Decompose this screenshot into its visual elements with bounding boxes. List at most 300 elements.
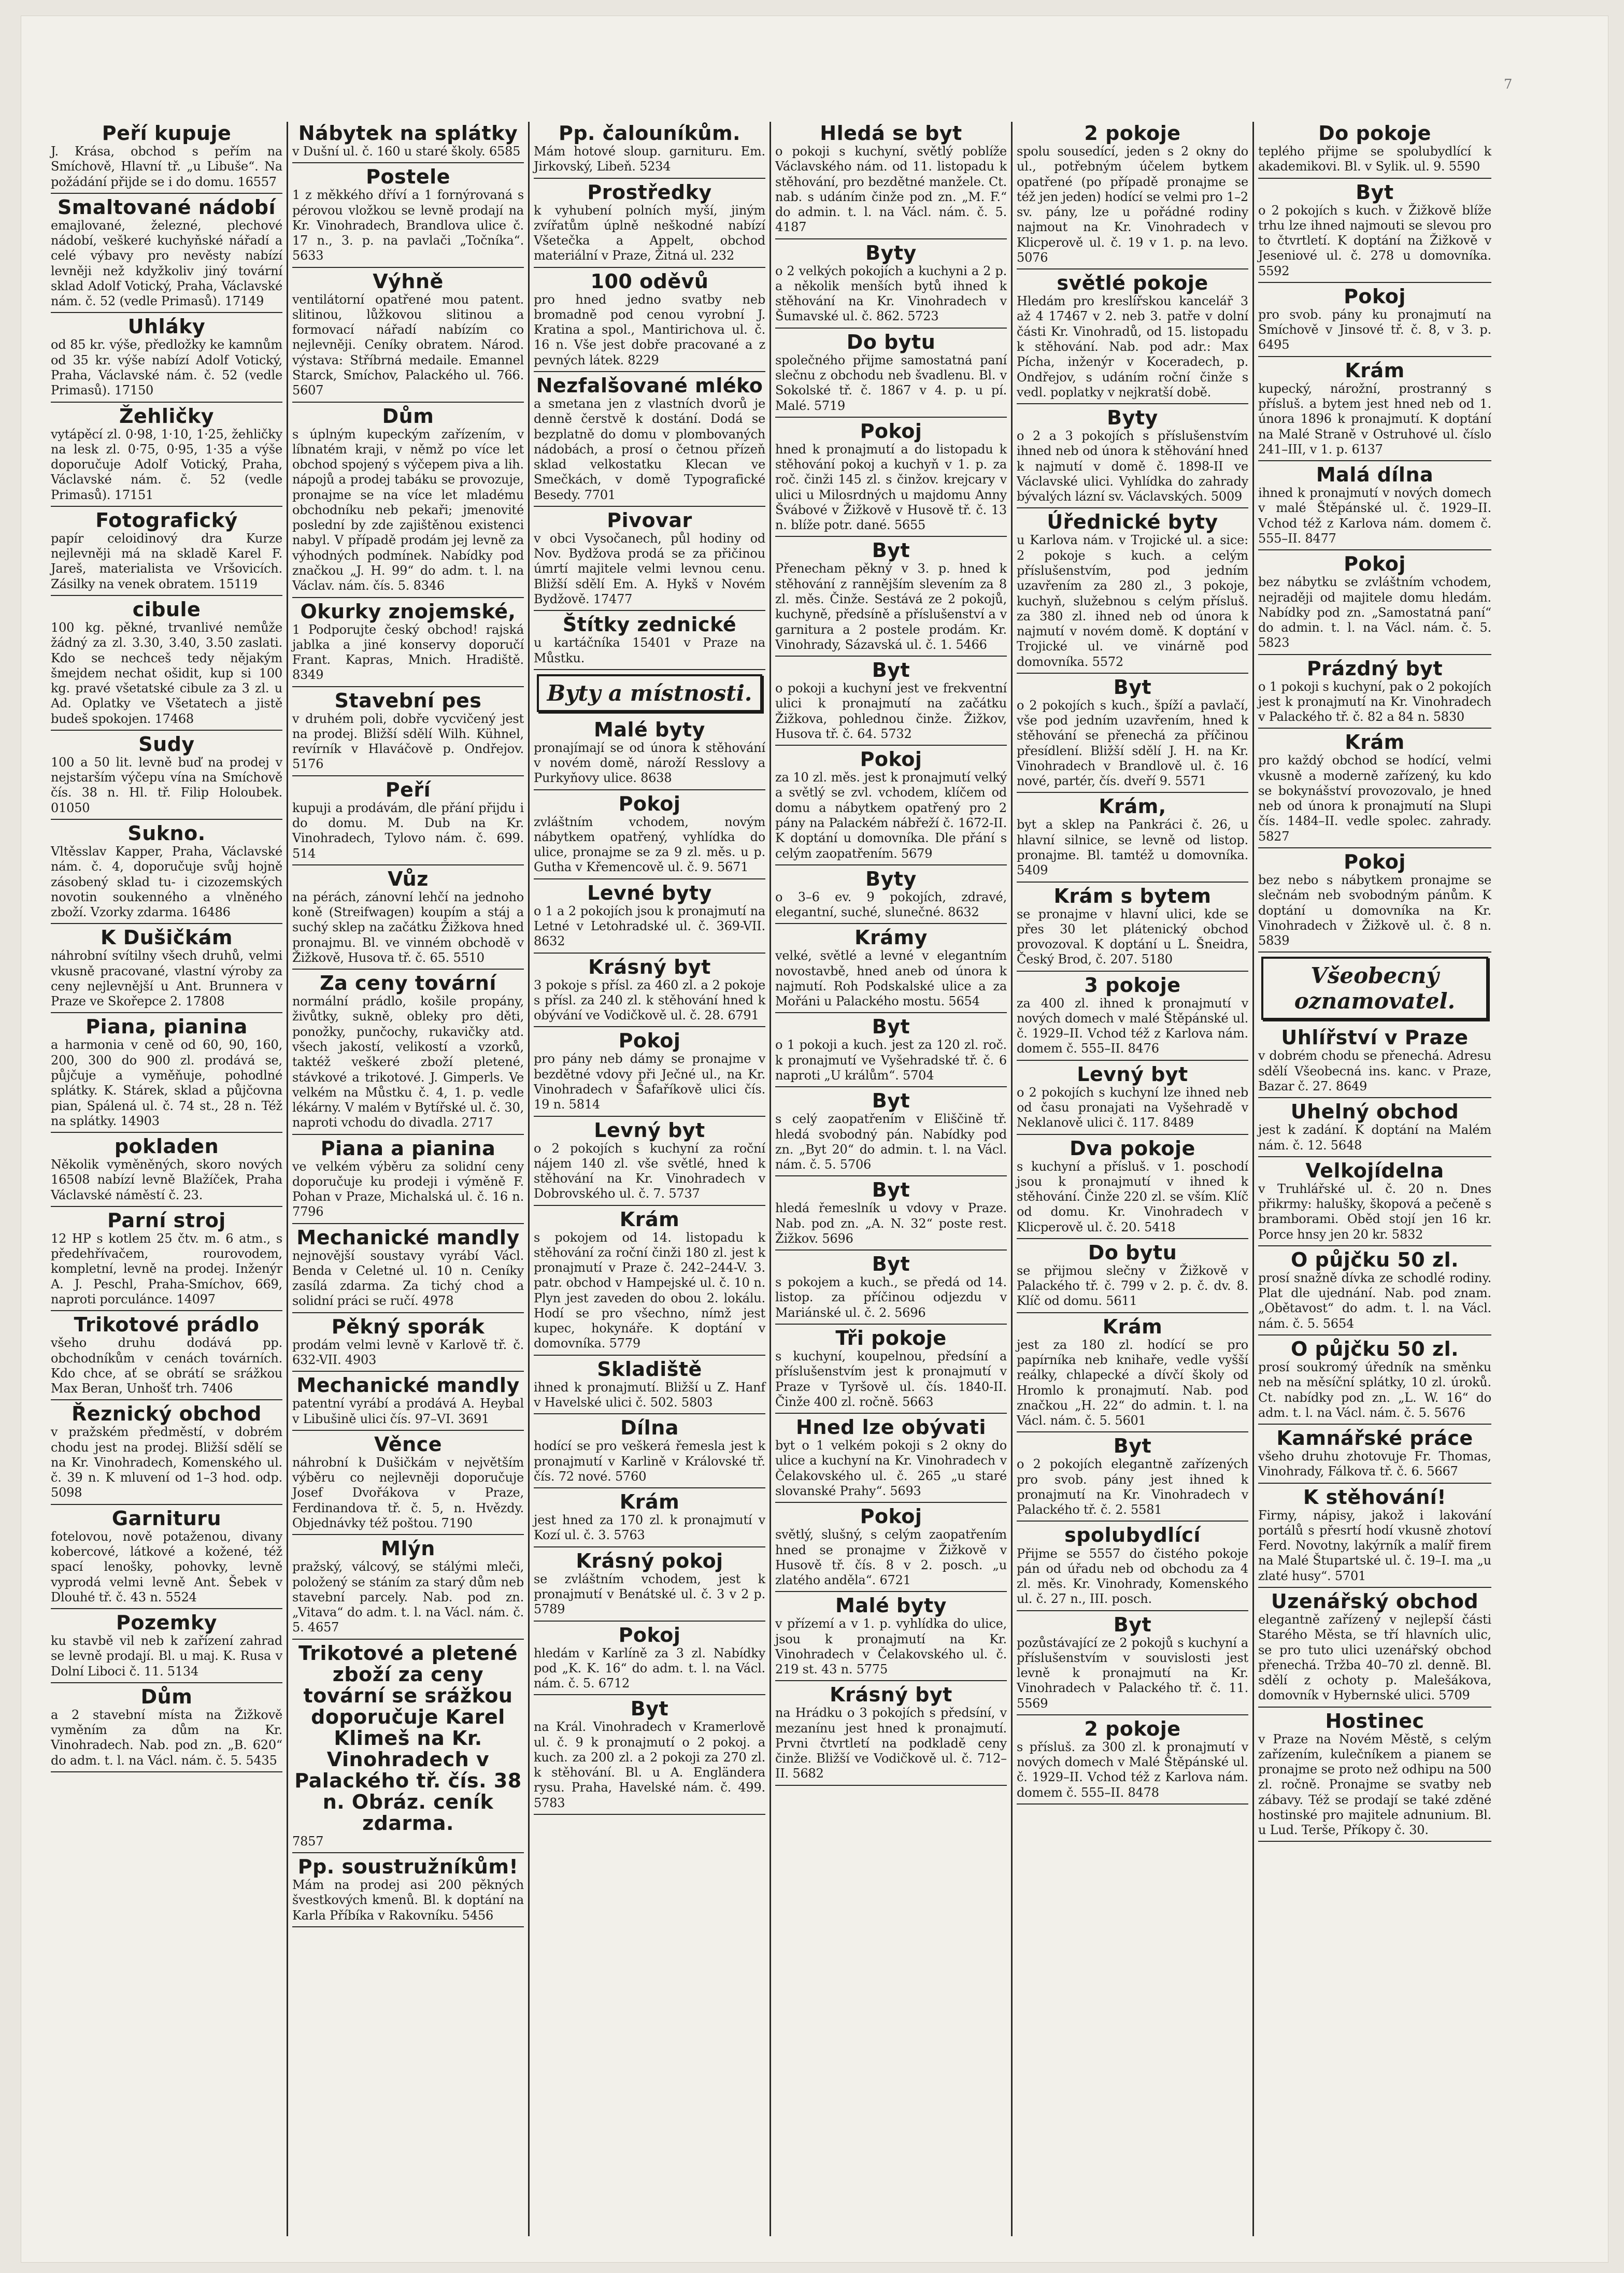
- ad-text: vytápěcí zl. 0·98, 1·10, 1·25, žehličky na lesk zl. 0·75, 0·95, 1·35 a výše doporučuje Adolf Votický, Praha, Václavské nám. č. 52 (vedle Primasů). 17151: [51, 427, 282, 502]
- classified-ad: [1017, 795, 1248, 882]
- classified-ad: [1017, 406, 1248, 508]
- classified-ad: [775, 1089, 1007, 1176]
- ad-text: Vltěsslav Kapper, Praha, Václavské nám. č. 4, doporučuje svůj hojně zásobený sklad tu- i cizozemských novotin soukenného a vlněného zboží. Vzorky zdarma. 16486: [51, 844, 282, 920]
- section-heading: Byty a místnosti.: [537, 674, 762, 712]
- ad-text: o 2 pokojích s kuch. v Žižkově blíže trhu lze ihned najmouti se slevou pro to čtvrtletí. K doptání na Žižkově v Jeseniové ul. č. 278 u domovníka. 5592: [1258, 203, 1491, 278]
- classified-ad: [1017, 1241, 1248, 1313]
- ad-text: ku stavbě vil neb k zařízení zahrad se levně prodají. Bl. u maj. K. Rusa v Dolní Liboci č. 11. 5134: [51, 1633, 282, 1679]
- page-number: 7: [1504, 77, 1513, 92]
- ad-text: ventilátorní opatřené mou patent. slitinou, lůžkovou slitinou a formovací nářadí nabízím co nejlevněji. Ceníky obratem. Národ. výstava: Stříbrná medaile. Emannel Starck, Smíchov, Palackého ul. 766. 5607: [292, 292, 524, 398]
- ad-text: 3 pokoje s přísl. za 460 zl. a 2 pokoje s přísl. za 240 zl. k stěhování hned k obývání ve Vodičkově ul. č. 28. 6791: [534, 977, 765, 1023]
- ad-text: od 85 kr. výše, předložky ke kamnům od 35 kr. výše nabízí Adolf Votický, Praha, Václavské nám. č. 52 (vedle Primasů). 17150: [51, 337, 282, 398]
- ad-text: o 2 a 3 pokojích s příslušenstvím ihned neb od února k stěhování hned k najmutí v domě č. 1898-II ve Václavské ulici. Vyhlídka do zahrady bývalých lázní sv. Václavských. 5009: [1017, 429, 1248, 504]
- classified-ad: [534, 1624, 765, 1696]
- classified-ad: [292, 1374, 524, 1431]
- ad-text: bez nábytku se zvláštním vchodem, nejraději od majitele domu hledám. Nabídky pod zn. „Samostatná paní“ do admin. t. l. na Václ. nám. č. 5. 5823: [1258, 575, 1491, 650]
- ad-heading: Kamnářské práce: [1276, 1427, 1473, 1450]
- ad-heading: Pokoj: [618, 1623, 681, 1646]
- ad-text: o 2 pokojích s kuchyní za roční nájem 140 zl. vše světlé, hned k stěhování na Kr. Vinohradech v Dobrovského ul. č. 7. 5737: [534, 1141, 765, 1201]
- ad-text: všeho druhu zhotovuje Fr. Thomas, Vinohrady, Fálkova tř. č. 6. 5667: [1258, 1449, 1491, 1479]
- ad-text: 7857: [292, 1834, 324, 1849]
- classified-ad: [775, 659, 1007, 746]
- ad-heading: Krásný byt: [830, 1683, 952, 1707]
- ad-text: pro svob. pány ku pronajmutí na Smíchově v Jinsové tř. č. 8, v 3. p. 6495: [1258, 307, 1491, 352]
- ad-text: 100 a 50 lit. levně buď na prodej v nejstarším výčepu vína na Smíchově čís. 38 n. Hl. tř. Filip Holoubek. 01050: [51, 755, 282, 815]
- ad-heading: Byt: [630, 1697, 669, 1721]
- classified-ad: [292, 122, 524, 163]
- classified-ad: [1258, 1338, 1491, 1425]
- ad-heading: Tři pokoje: [835, 1327, 947, 1350]
- ad-heading: Pokoj: [618, 792, 681, 815]
- ad-text: o 2 pokojích s kuchyní lze ihned neb od času pronajati na Vyšehradě v Neklanově ulici č. 117. 8489: [1017, 1085, 1248, 1130]
- ad-heading: Krám: [1345, 731, 1405, 754]
- classified-ad: [51, 1135, 282, 1207]
- ad-text: v pražském předměstí, v dobrém chodu jest na prodej. Bližší sdělí se na Kr. Vinohradech, Komenského ul. č. 39 n. K mluvení od 1–3 hod. odp. 5098: [51, 1425, 282, 1500]
- ad-text: v Praze na Novém Městě, s celým zařízením, kulečníkem a pianem se pronajme se proto než odhipu na 500 zl. ročně. Pronajme se svatby neb zábavy. Též se prodají se také zděné hostinské pro majitele adnunium. Bl. u Lud. Terše, Příkopy č. 30.: [1258, 1731, 1491, 1838]
- ad-text: kupuji a prodávám, dle přání přijdu i do domu. M. Dub na Kr. Vinohradech, Tylovo nám. č. 699. 514: [292, 800, 524, 861]
- ad-heading: cibule: [132, 598, 201, 621]
- ad-text: patentní vyrábí a prodává A. Heybal v Libušině ulici čís. 97–VI. 3691: [292, 1396, 524, 1426]
- ad-heading: Skladiště: [597, 1357, 702, 1381]
- classified-ad: [1017, 974, 1248, 1061]
- classified-ad: [292, 1226, 524, 1313]
- ad-heading: Garnituru: [111, 1507, 222, 1530]
- classified-ad: [1258, 122, 1491, 179]
- ad-heading: Levný byt: [1077, 1062, 1188, 1086]
- classified-ad: [534, 792, 765, 879]
- ad-text: fotelovou, nově potaženou, divany kobercové, látkové a kožené, též spací lenošky, pohovky, levně vyprodá velmi levně Ant. Šebek v Dlouhé tř. č. 43 n. 5524: [51, 1529, 282, 1604]
- ad-text: o 2 pokojích elegantně zařízených pro svob. pány jest ihned k pronajmutí na Kr. Vinohradech v Palackého tř. č. 2. 5581: [1017, 1457, 1248, 1517]
- classified-ad: [534, 1358, 765, 1415]
- ad-heading: K stěhování!: [1303, 1485, 1447, 1509]
- classified-ad: [292, 972, 524, 1134]
- ad-heading: Pokoj: [1344, 850, 1406, 874]
- ad-heading: spolubydlící: [1064, 1524, 1201, 1547]
- classified-ad: [292, 165, 524, 267]
- column-4: [771, 122, 1013, 2236]
- ad-text: pro hned jedno svatby neb bromadně pod cenou vyrobní J. Kratina a spol., Mantirichova ul. č. 16 n. Vše jest dobře pracované a z pevných látek. 8229: [534, 292, 765, 367]
- ad-heading: Krám: [619, 1207, 680, 1231]
- classified-ad: [775, 420, 1007, 537]
- ad-text: s pokojem a kuch., se předá od 14. listop. za příčinou odjezdu v Mariánské ul. č. 2. 5696: [775, 1275, 1007, 1320]
- ad-heading: Byt: [872, 1015, 910, 1039]
- classified-ad: [775, 122, 1007, 239]
- ad-text: prosí soukromý úředník na směnku neb na měsíční splátky, 10 zl. úroků. Ct. nabídky pod zn. „L. W. 16“ do adm. t. l. na Václ. nám. č. 5. 5676: [1258, 1359, 1491, 1420]
- classified-ad: [775, 241, 1007, 329]
- ad-heading: Fotografický: [95, 508, 238, 532]
- ad-text: u kartáčníka 15401 v Praze na Můstku.: [534, 635, 765, 665]
- classified-ad: [292, 689, 524, 776]
- ad-heading: Piana a pianina: [320, 1136, 496, 1160]
- ad-text: společného přijme samostatná paní slečnu z obchodu neb švadlenu. Bl. v Sokolské tř. č. 1867 v 4. p. u pí. Malé. 5719: [775, 352, 1007, 413]
- ad-heading: O půjčku 50 zl.: [1290, 1337, 1459, 1360]
- classified-ad: [1258, 1159, 1491, 1246]
- classified-ad: [292, 405, 524, 598]
- ad-text: emajlované, železné, plechové nádobí, veškeré kuchyňské nářadí a celé výbavy pro nevěsty nabízí levněji než kdyžkoliv jiný tovární sklad Adolf Votický, Praha, Václavské nám. č. 52 (vedle Primasů). 17149: [51, 218, 282, 309]
- classified-ad: [51, 733, 282, 820]
- ad-text: pozůstávající ze 2 pokojů s kuchyní a příslušenstvím v souvislosti jest levně k pronajmutí na Kr. Vinohradech v Palackého tř. č. 11. 5569: [1017, 1635, 1248, 1711]
- classified-ad: [775, 748, 1007, 865]
- ad-heading: Sudy: [138, 732, 195, 756]
- ad-text: o 2 velkých pokojích a kuchyni a 2 p. a několik menších bytů ihned k stěhování na Kr. Vinohradech v Šumavské ul. č. 862. 5723: [775, 263, 1007, 324]
- classified-ad: [534, 1490, 765, 1547]
- ad-text: na Král. Vinohradech v Kramerlově ul. č. 9 k pronajmutí o 2 pokoj. a kuch. za 200 zl. a 2 pokoji za 270 zl. k stěhování. Bl. u A. Engländera rysu. Praha, Havelské nám. č. 499. 5783: [534, 1720, 765, 1810]
- ad-text: všeho druhu dodává pp. obchodníkům v cenách továrních. Kdo chce, ať se obrátí se srážkou Max Beran, Unhošť trh. 7406: [51, 1336, 282, 1396]
- ad-heading: Okurky znojemské,: [300, 600, 516, 623]
- ad-text: pražský, válcový, se stálými mleči, položený se stáním za starý dům neb stavební parcely. Nab. pod zn. „Vitava“ do adm. t. l. na Václ. nám. č. 5. 4657: [292, 1559, 524, 1635]
- ad-text: jest k zadání. K doptání na Malém nám. č. 12. 5648: [1258, 1123, 1491, 1153]
- ad-heading: Mlýn: [381, 1537, 435, 1560]
- ad-heading: Pozemky: [116, 1611, 217, 1635]
- classified-ad: [534, 1697, 765, 1815]
- ad-text: světlý, slušný, s celým zaopatřením hned se pronajme v Žižkově v Husově tř. čís. 8 v 2. posch. „u zlatého anděla“. 6721: [775, 1527, 1007, 1588]
- ad-heading: Stavební pes: [334, 689, 482, 712]
- classified-ad: [534, 718, 765, 790]
- classified-ad: [1258, 1427, 1491, 1484]
- ad-heading: Byty: [865, 867, 917, 890]
- classified-ad: [1017, 272, 1248, 404]
- ad-heading: Byt: [872, 1089, 910, 1113]
- ad-text: hned k pronajmutí a do listopadu k stěhování pokoj a kuchyň v 1. p. za roč. činži 145 zl. s činžov. krejcary v ulici u Milosrdných u majdomu Anny Švábové v Žižkově v Husově tř. č. 13 n. blíže potr. dané. 5655: [775, 442, 1007, 533]
- classified-ad: [534, 509, 765, 611]
- ad-heading: Byt: [872, 539, 910, 562]
- classified-ad: [51, 598, 282, 731]
- ad-text: s celý zaopatřením v Eliščině tř. hledá svobodný pán. Nabídky pod zn. „Byt 20“ do admin. t. l. na Václ. nám. č. 5. 5706: [775, 1112, 1007, 1172]
- ad-heading: Do bytu: [846, 330, 936, 353]
- ad-heading: Krámy: [854, 926, 928, 949]
- ad-heading: Krám: [1102, 1315, 1163, 1338]
- classified-ad: [1258, 181, 1491, 283]
- ad-text: 1 z měkkého dříví a 1 fornýrovaná s pérovou vložkou se levně prodají na Kr. Vinohradech, Brandlova ulice č. 17 n., 3. p. na pavlači „Točníka“. 5633: [292, 188, 524, 263]
- ad-heading: Byt: [872, 1178, 910, 1202]
- ad-text: velké, světlé a levné v elegantním novostavbě, hned aneb od února k najmutí. Roh Podskalské ulice a za Mořáni u Palackého mostu. 5654: [775, 948, 1007, 1009]
- ad-heading: Hledá se byt: [820, 122, 962, 145]
- ad-text: kupecký, nárožní, prostranný s přísluš. a bytem jest hned neb od 1. února 1896 k pronajmutí. K doptání na Malé Straně v Ostruhové ul. číslo 241–III, v 1. p. 6137: [1258, 381, 1491, 457]
- ad-heading: Postele: [366, 165, 450, 189]
- ad-text: prosí snažně dívka ze schodlé rodiny. Plat dle ujednání. Nab. pod znam. „Obětavost“ do adm. t. l. na Václ. nám. č. 5. 5654: [1258, 1270, 1491, 1331]
- ad-heading: Byt: [872, 1253, 910, 1276]
- ad-heading: 100 oděvů: [590, 269, 709, 293]
- classified-ad: [292, 1642, 524, 1854]
- ad-heading: Pp. čalouníkům.: [558, 122, 740, 145]
- classified-ad: [1017, 1717, 1248, 1805]
- ad-text: byt a sklep na Pankráci č. 26, u hlavní silnice, se levně od listop. pronajme. Bl. tamtéž u domovníka. 5409: [1017, 817, 1248, 878]
- ad-heading: Hned lze obývati: [796, 1416, 986, 1439]
- classified-ad: [534, 181, 765, 268]
- classified-ad: [51, 1209, 282, 1311]
- classified-ad: [51, 315, 282, 402]
- classified-ad: [1258, 1100, 1491, 1157]
- classified-ad: [1258, 1486, 1491, 1588]
- ad-heading: Pokoj: [860, 1505, 922, 1528]
- ad-heading: Mechanické mandly: [296, 1226, 520, 1249]
- ad-heading: Nezfalšované mléko: [536, 374, 763, 397]
- classified-ad: [1017, 1434, 1248, 1522]
- ad-text: o 1 a 2 pokojích jsou k pronajmutí na Letné v Letohradské ul. č. 369-VII. 8632: [534, 903, 765, 949]
- classified-ad: [292, 778, 524, 865]
- ad-heading: Uzenářský obchod: [1271, 1589, 1479, 1613]
- ad-heading: Krám,: [1099, 795, 1166, 818]
- ad-text: o pokoji s kuchyní, světlý poblíže Václavského nám. od 11. listopadu k stěhování, pro bezdětné manžele. Ct. nab. s udáním činže pod zn. „M. F.“ do admin. t. l. na Václ. nám. č. 5. 4187: [775, 144, 1007, 235]
- classified-ad: [775, 1683, 1007, 1785]
- ad-heading: Piana, pianina: [86, 1015, 248, 1039]
- ad-text: byt o 1 velkém pokoji s 2 okny do ulice a kuchyní na Kr. Vinohradech v Čelakovského ul. č. 265 „u staré slovanské Prahy“. 5693: [775, 1438, 1007, 1498]
- ad-heading: Pokoj: [1344, 285, 1406, 308]
- classified-ad: [534, 374, 765, 507]
- ad-heading: Levný byt: [594, 1118, 705, 1142]
- ad-text: za 400 zl. ihned k pronajmutí v nových domech v malé Štěpánské ul. č. 1929–II. Vchod též z Karlova nám. domem č. 555–II. 8476: [1017, 996, 1248, 1056]
- classified-ad: [775, 1505, 1007, 1592]
- classified-ad: [1258, 731, 1491, 848]
- ad-heading: Byty: [865, 241, 917, 264]
- classified-ad: [534, 956, 765, 1028]
- classified-ad: [1258, 1710, 1491, 1842]
- ad-text: hodící se pro veškerá řemesla jest k pronajmutí v Karlině v Královské tř. čís. 72 nové. 5760: [534, 1439, 765, 1484]
- ad-text: v obci Vysočanech, půl hodiny od Nov. Bydžova prodá se za přičinou úmrtí majitele velmi levnou cenu. Bližší sdělí Em. A. Hykš v Novém Bydžově. 17477: [534, 531, 765, 606]
- ad-text: o 3–6 ev. 9 pokojích, zdravé, elegantní, suché, slunečné. 8632: [775, 889, 1007, 920]
- ad-text: Hledám pro kreslířskou kancelář 3 až 4 17467 v 2. neb 3. patře v dolní části Kr. Vinohradů, od 15. listopadu k stěhování. Nab. pod adr.: Max Pícha, inženýr v Koceradech, p. Ondřejov, s udáním roční činže s vedl. poplatky v nejkratší době.: [1017, 294, 1248, 400]
- ad-text: na Hrádku o 3 pokojích s předsíní, v mezanínu jest hned k pronajmutí. Prvni čtvrtletí na podkladě ceny činže. Bližší ve Vodičkově ul. č. 712–II. 5682: [775, 1706, 1007, 1781]
- ad-text: Několik vyměněných, skoro nových 16508 nabízí levně Blažíček, Praha Václavské náměstí č. 23.: [51, 1157, 282, 1202]
- ad-text: náhrobní k Dušičkám v největším výběru co nejlevněji doporučuje Josef Dvořákova v Praze, Ferdinandova tř. č. 5, n. Hvězdy. Objednávky též poštou. 7190: [292, 1455, 524, 1530]
- ad-text: v přízemí a v 1. p. vyhlídka do ulice, jsou k pronajmutí na Kr. Vinohradech v Čelakovského ul. č. 219 st. 43 n. 5775: [775, 1616, 1007, 1677]
- ad-heading: Vůz: [388, 867, 429, 890]
- ad-text: k vyhubení polních myší, jiným zvířatům úplně neškodné nabízí Všetečka a Appelt, obchod materiální v Praze, Žitná ul. 232: [534, 203, 765, 263]
- ad-heading: 2 pokoje: [1084, 122, 1181, 145]
- classified-ad: [534, 1119, 765, 1206]
- ad-text: prodám velmi levně v Karlově tř. č. 632-VII. 4903: [292, 1337, 524, 1368]
- ad-heading: Byt: [1113, 675, 1152, 699]
- ad-text: jest hned za 170 zl. k pronajmutí v Kozí ul. č. 3. 5763: [534, 1513, 765, 1543]
- ad-text: v dobrém chodu se přenechá. Adresu sdělí Všeobecná ins. kanc. v Praze, Bazar č. 27. 8649: [1258, 1048, 1491, 1093]
- classified-ad: [292, 600, 524, 687]
- classified-ad: [51, 1507, 282, 1609]
- ad-text: v druhém poli, dobře vycvičený jest na prodej. Bližší sdělí Wilh. Kühnel, revírník v Hlaváčově p. Ondřejov. 5176: [292, 711, 524, 772]
- ad-text: náhrobní svítilny všech druhů, velmi vkusně pracované, vlastní výroby za ceny nejlevnější u Ant. Brunnera v Praze ve Skořepce 2. 17808: [51, 948, 282, 1009]
- ad-heading: O půjčku 50 zl.: [1290, 1248, 1459, 1271]
- ad-heading: Hostinec: [1325, 1709, 1424, 1732]
- classified-ad: [1258, 552, 1491, 655]
- ad-heading: Pěkný sporák: [331, 1315, 485, 1338]
- classified-ad: [1017, 885, 1248, 972]
- ad-heading: Pokoj: [860, 748, 922, 771]
- ad-heading: Do bytu: [1088, 1241, 1177, 1264]
- ad-text: 100 kg. pěkné, trvanlivé nemůže žádný za zl. 3.30, 3.40, 3.50 zaslati. Kdo se nechceš tedy nějakým šmejdem nechat ošidit, kup si 100 kg. pravé všetatské cibule za 3 zl. u Ad. Oplatky ve Všetatech a jistě budeš spokojen. 17468: [51, 620, 282, 726]
- classified-ad: [1258, 657, 1491, 729]
- classified-ad: [775, 1594, 1007, 1681]
- classified-ad: [292, 868, 524, 970]
- classified-ad: [292, 1137, 524, 1224]
- ad-text: s kuchyní, koupelnou, předsíní a příslušenstvím jest k pronajmutí v Praze v Tyršově ul. čís. 1840-II. Činže 400 zl. ročně. 5663: [775, 1349, 1007, 1409]
- ad-text: v Dušní ul. č. 160 u staré školy. 6585: [292, 144, 521, 159]
- ad-text: Firmy, nápisy, jakož i lakování portálů s přesrtí hodí vkusně zhotoví Ferd. Novotny, lakýrník a malíř firem na Malé Štupartské ul. č. 19–I. ma „u zlaté husy“. 5701: [1258, 1508, 1491, 1583]
- ad-text: s úplným kupeckým zařízením, v líbnatém kraji, v němž po více let obchod spojený s výčepem piva a lih. nápojů a prodej tabáku se provozuje, pronajme se na více let mladému obchodníku neb pekaři; jmenovité poslední by zde zajištěnou existenci nabyl. V případě prodám jej levně za výhodných podmínek. Nabídky pod značkou „J. H. 99“ do adm. t. l. na Václav. nám. čís. 5. 8346: [292, 427, 524, 593]
- ad-heading: Malé byty: [835, 1594, 947, 1617]
- classified-ad: [51, 822, 282, 924]
- ad-heading: pokladen: [114, 1135, 219, 1158]
- ad-heading: Dům: [382, 404, 434, 428]
- classified-ad: [534, 1550, 765, 1622]
- classified-ad: [51, 1611, 282, 1683]
- classified-ad: [51, 1402, 282, 1504]
- ad-text: se zvláštním vchodem, jest k pronajmutí v Benátské ul. č. 3 v 2 p. 5789: [534, 1571, 765, 1617]
- ad-heading: Pivovar: [607, 508, 692, 532]
- ad-text: Mám hotové sloup. garnituru. Em. Jirkovský, Libeň. 5234: [534, 144, 765, 174]
- classified-ad: [51, 122, 282, 194]
- ad-heading: Trikotové a pletené zboží za ceny tovární se srážkou doporučuje Karel Klimeš na Kr. Vinohradech v Palackého tř. čís. 38 n. Obráz. ceník zdarma.: [294, 1641, 522, 1835]
- classified-ad: [292, 1315, 524, 1372]
- ad-text: se pronajme v hlavní ulici, kde se přes 30 let plátenický obchod provozoval. K doptání u L. Šneidra, Český Brod, č. 207. 5180: [1017, 906, 1248, 967]
- classified-ad: [51, 1313, 282, 1400]
- classified-ad: [1017, 510, 1248, 673]
- ad-heading: Malé byty: [594, 718, 705, 741]
- ad-heading: Mechanické mandly: [296, 1374, 520, 1397]
- ad-text: s pokojem od 14. listopadu k stěhování za roční činži 180 zl. jest k pronajmutí v Praze č. 242–244-V. 3. patr. obchod v Hampejské ul. č. 10 n. Plyn jest zaveden do obou 2. lokálu. Hodí se pro všechno, nímž jest kupec, hokynáře. K doptání v domovníka. 5779: [534, 1230, 765, 1351]
- ad-heading: Pokoj: [1344, 552, 1406, 576]
- ad-heading: Za ceny tovární: [320, 972, 496, 995]
- ad-heading: Smaltované nádobí: [57, 195, 276, 219]
- ad-heading: Krám: [1345, 359, 1405, 382]
- ad-text: hledám v Karlíně za 3 zl. Nabídky pod „K. K. 16“ do adm. t. l. na Václ. nám. č. 5. 6712: [534, 1645, 765, 1691]
- classified-ad: [534, 882, 765, 954]
- ad-text: J. Krása, obchod s peřím na Smíchově, Hlavní tř. „u Libuše“. Na požádání přijde se i do domu. 16557: [51, 144, 282, 189]
- ad-text: o pokoji a kuchyní jest ve frekventní ulici k pronajmutí na začátku Žižkova, pohlednou činže. Žižkov, Husova tř. č. 64. 5732: [775, 681, 1007, 741]
- classified-ad: [51, 1015, 282, 1133]
- classified-ad: [51, 1685, 282, 1772]
- ad-heading: Pokoj: [860, 419, 922, 443]
- classified-ad: [775, 1015, 1007, 1087]
- ad-heading: Krám: [619, 1490, 680, 1514]
- ad-heading: Věnce: [374, 1432, 442, 1456]
- ad-heading: Levné byty: [587, 881, 712, 904]
- classified-ad: [292, 1537, 524, 1639]
- classified-ad: [534, 1416, 765, 1488]
- ad-heading: Uhelný obchod: [1290, 1100, 1459, 1124]
- classified-ad: [534, 1029, 765, 1116]
- ad-text: u Karlova nám. v Trojické ul. a sice: 2 pokoje s kuch. a celým příslušenstvím, pod jedním uzavřením za 280 zl., 3 pokoje, kuchyň, služebnou s celým přísluš. za 380 zl. ihned neb od února k najmutí v novém domě. K doptání v Trojické ul. ve vinárně pod domovníka. 5572: [1017, 533, 1248, 669]
- ad-text: ihned k pronajmutí. Bližší u Z. Hanf v Havelské ulici č. 502. 5803: [534, 1380, 765, 1410]
- classified-ad: [1017, 1137, 1248, 1239]
- ad-heading: 2 pokoje: [1084, 1717, 1181, 1740]
- ad-heading: Sukno.: [127, 821, 206, 845]
- ad-text: hledá řemeslník u vdovy v Praze. Nab. pod zn. „A. N. 32“ poste rest. Žižkov. 5696: [775, 1201, 1007, 1246]
- ad-heading: Dílna: [620, 1416, 679, 1440]
- classified-ad: [292, 270, 524, 403]
- classified-ad: [775, 1327, 1007, 1414]
- ad-heading: světlé pokoje: [1057, 272, 1208, 295]
- classified-ad: [51, 926, 282, 1013]
- ad-text: se přijmou slečny v Žižkově v Palackého tř. č. 799 v 2. p. č. dv. 8. Klíč od domu. 5611: [1017, 1263, 1248, 1309]
- ad-heading: Dva pokoje: [1070, 1136, 1195, 1160]
- ad-heading: Pp. soustružníkům!: [297, 1855, 519, 1879]
- classified-ad: [775, 1253, 1007, 1325]
- ad-text: Mám na prodej asi 200 pěkných švestkových kmenů. Bl. k doptání na Karla Příbíka v Rakovníku. 5456: [292, 1878, 524, 1923]
- ad-text: papír celoidinový dra Kurze nejlevněji má na skladě Karel F. Jareš, materialista ve Vršovicích. Zásilky na venek obratem. 15119: [51, 531, 282, 591]
- classified-ad: [534, 270, 765, 372]
- classified-ad: [292, 1855, 524, 1927]
- ad-text: zvláštním vchodem, novým nábytkem opatřený, vyhlídka do ulice, pronajme se za 9 zl. měs. u p. Gutha v Křemencově ul. č. 9. 5671: [534, 814, 765, 875]
- classified-ad: [1017, 1524, 1248, 1611]
- ad-heading: Řeznický obchod: [72, 1402, 262, 1426]
- ad-text: s kuchyní a přísluš. v 1. poschodí jsou k pronajmutí v ihned k stěhování. Činže 220 zl. se vším. Klíč od domu. Kr. Vinohradech v Klicperově ul. č. 20. 5418: [1017, 1159, 1248, 1234]
- classified-ad: [534, 1208, 765, 1356]
- ad-heading: Štítky zednické: [562, 613, 737, 636]
- ad-text: Přijme se 5557 do čistého pokoje pán od úřadu neb od obchodu za 4 zl. měs. Kr. Vinohrady, Komenského ul. č. 27 n., III. posch.: [1017, 1546, 1248, 1607]
- ad-heading: K Dušičkám: [101, 926, 233, 949]
- ad-heading: Krásný pokoj: [576, 1549, 723, 1572]
- column-3: [530, 122, 771, 2236]
- ad-heading: Prázdný byt: [1306, 657, 1443, 680]
- ad-heading: Byt: [872, 659, 910, 682]
- ad-text: elegantně zařízený v nejlepší části Starého Města, se tří hlavních ulic, se pro tuto ulici uzenářský obchod přenechá. Tržba 40–70 zl. denně. Bl. sdělí z ochoty p. Malešákova, domovník v Hybernské ulici. 5709: [1258, 1612, 1491, 1703]
- ad-heading: Výhně: [373, 269, 444, 293]
- classified-columns: [47, 122, 1539, 2236]
- classified-ad: [1017, 1063, 1248, 1135]
- classified-ad: [1258, 285, 1491, 357]
- ad-heading: Žehličky: [119, 404, 214, 428]
- ad-heading: Velkojídelna: [1305, 1159, 1444, 1182]
- classified-ad: [534, 122, 765, 179]
- ad-heading: Pokoj: [618, 1029, 681, 1053]
- classified-ad: [775, 868, 1007, 925]
- ad-heading: Byt: [1113, 1613, 1152, 1636]
- classified-ad: [1017, 1613, 1248, 1715]
- ad-text: teplého přijme se spolubydlící k akademikovi. Bl. v Sylik. ul. 9. 5590: [1258, 144, 1491, 174]
- column-5: [1013, 122, 1254, 2236]
- ad-text: ve velkém výběru za solidní ceny doporučuje ku prodeji i výměně F. Pohan v Praze, Michalská ul. č. 16 n. 7796: [292, 1159, 524, 1219]
- classified-ad: [1017, 122, 1248, 269]
- ad-text: o 1 pokoji a kuch. jest za 120 zl. roč. k pronajmutí ve Vyšehradské tř. č. 6 naproti „U králům“. 5704: [775, 1038, 1007, 1083]
- newspaper-page: [21, 16, 1608, 2263]
- ad-text: ihned k pronajmutí v nových domech v malé Štěpánské ul. č. 1929–II. Vchod též z Karlova nám. domem č. 555–II. 8477: [1258, 486, 1491, 546]
- classified-ad: [1258, 463, 1491, 550]
- ad-heading: Uhlířství v Praze: [1281, 1026, 1469, 1049]
- ad-text: pro pány neb dámy se pronajme v bezdětné vdovy při Ječné ul., na Kr. Vinohradech v Šafaříkově ulici čís. 19 n. 5814: [534, 1052, 765, 1112]
- classified-ad: [51, 405, 282, 507]
- classified-ad: [1017, 1315, 1248, 1433]
- ad-text: s přísluš. za 300 zl. k pronajmutí v nových domech v Malé Štěpánské ul. č. 1929–II. Vchod též z Karlova nám. domem č. 555–II. 8478: [1017, 1739, 1248, 1800]
- ad-text: normální prádlo, košile propány, živůtky, sukně, obleky pro děti, ponožky, punčochy, rukavičky atd. všech jakostí, velikostí a vzorků, taktéž veškeré zboží pletené, stávkové a trikotové. J. Gimperls. Ve velkém na Můstku č. 4, 1. p. vedle lékárny. V malém v Bytířské ul. č. 30, naproti vchodu do divadla. 2717: [292, 994, 524, 1130]
- ad-text: spolu sousedící, jeden s 2 okny do ul., potřebným účelem bytkem opatřené (po případě pronajme se též jen jeden) hodící se velmi pro 1–2 sv. pány, lze u pořádné rodiny najmout na Kr. Vinohradech v Klicperově ul. č. 19 v 1. p. na levo. 5076: [1017, 144, 1248, 265]
- ad-text: nejnovější soustavy vyrábí Václ. Benda v Celetné ul. 10 n. Ceníky zasílá zdarma. Za tichý chod a solidní práci se ručí. 4978: [292, 1248, 524, 1309]
- classified-ad: [51, 509, 282, 596]
- classified-ad: [775, 1178, 1007, 1251]
- classified-ad: [1258, 1590, 1491, 1708]
- classified-ad: [775, 539, 1007, 657]
- ad-text: pronajímají se od února k stěhování v novém domě, nároží Resslovy a Purkyňovy ulice. 8638: [534, 740, 765, 786]
- section-heading: Všeobecný oznamovatel.: [1261, 957, 1488, 1020]
- ad-heading: Peří: [385, 778, 431, 801]
- classified-ad: [51, 196, 282, 314]
- classified-ad: [775, 331, 1007, 418]
- classified-ad: [1258, 1248, 1491, 1336]
- classified-ad: [1258, 359, 1491, 461]
- ad-heading: Dům: [140, 1685, 193, 1708]
- ad-heading: Trikotové prádlo: [74, 1313, 260, 1337]
- ad-text: 12 HP s kotlem 25 čtv. m. 6 atm., s předehřívačem, rourovodem, kompletní, levně na prodej. Inženýr A. J. Peschl, Praha-Smíchov, 669, naproti porculánce. 14097: [51, 1231, 282, 1306]
- ad-text: o 1 pokoji s kuchyní, pak o 2 pokojích jest k pronajmutí na Kr. Vinohradech v Palackého tř. č. 82 a 84 n. 5830: [1258, 679, 1491, 724]
- ad-heading: Krásný byt: [588, 955, 711, 978]
- classified-ad: [292, 1433, 524, 1535]
- ad-heading: Malá dílna: [1316, 463, 1434, 487]
- ad-heading: Peří kupuje: [102, 122, 232, 145]
- ad-text: na pérách, zánovní lehčí na jednoho koně (Streifwagen) koupím a stáj a suchý sklep na začátku Žižkova hned pronajmu. Bl. ve vinném obchodě v Žižkově, Husova tř. č. 65. 5510: [292, 889, 524, 965]
- column-2: [288, 122, 530, 2236]
- ad-heading: Byty: [1107, 406, 1158, 430]
- classified-ad: [775, 1416, 1007, 1503]
- ad-heading: Úřednické byty: [1047, 510, 1218, 534]
- ad-heading: Do pokoje: [1318, 122, 1431, 145]
